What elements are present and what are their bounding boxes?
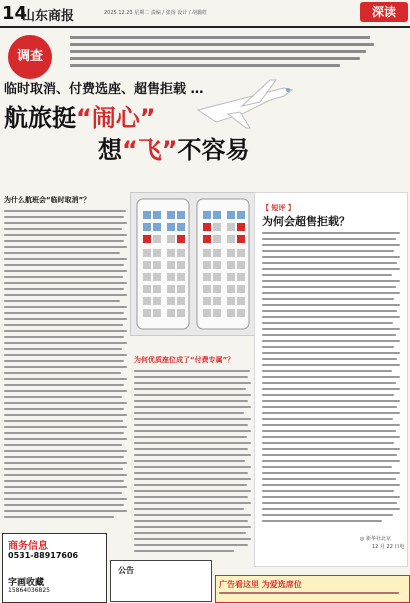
section-heading-2: 为何优质座位成了“付费专属”？	[134, 356, 235, 364]
sidebar-date: 12 月 22 日电	[372, 544, 405, 550]
plane-icon	[188, 70, 306, 140]
issue-info: 2025.12.23 星期二 责编 / 张扬 设计 / 胡璐虹	[104, 10, 208, 16]
headline-1-text: 航旅挺	[4, 104, 76, 132]
business-ad-phone: 0531-88917606	[8, 551, 79, 560]
calligraphy-ad-phone: 15864036825	[8, 587, 50, 594]
headline-line-1	[4, 98, 156, 133]
sidebar-tag: 【 短评 】	[262, 204, 295, 212]
section-heading-1: 为什么航班会“临时取消”？	[4, 196, 91, 204]
calligraphy-ad-title: 字画收藏	[8, 578, 45, 588]
section-tag: 深读	[360, 2, 408, 22]
headline-2-tail: 不容易	[177, 136, 250, 164]
commentary-sidebar	[254, 192, 408, 567]
headline-2-text: 想	[98, 136, 122, 164]
sidebar-byline: ◎ 新华社北京	[360, 536, 391, 542]
seat-map-illustration	[130, 192, 256, 336]
headline-kicker: 临时取消、付费选座、超售拒载 …	[4, 82, 204, 97]
sidebar-title: 为何会超售拒载？	[262, 215, 350, 228]
page-number: 14	[2, 3, 28, 24]
paper-name: 山东商报	[22, 9, 75, 24]
headline-2-highlight: “飞”	[122, 136, 178, 164]
business-ad-title: 商务信息	[8, 541, 48, 552]
investigate-badge: 调查	[8, 35, 52, 79]
classified-ad-title: 广告看这里 为爱选席位	[219, 580, 302, 589]
headline-1-highlight: “闹心”	[76, 104, 156, 132]
notice-ad-title: 公告	[118, 566, 134, 575]
